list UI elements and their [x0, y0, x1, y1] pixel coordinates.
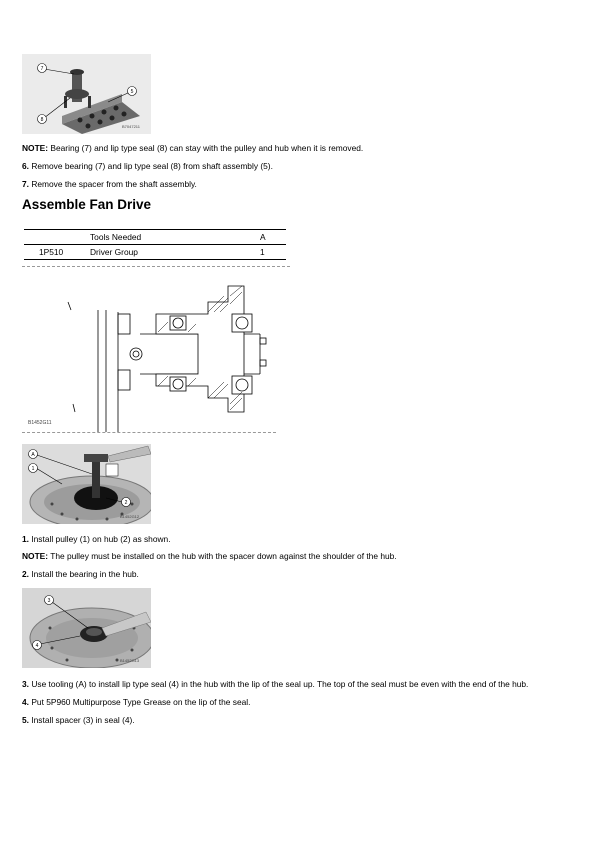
step-4: 4. Put 5P960 Multipurpose Type Grease on the lip of the seal.: [22, 697, 251, 707]
step-7: 7. Remove the spacer from the shaft assembly.: [22, 179, 197, 189]
note-bearing-stays: NOTE: Bearing (7) and lip type seal (8) can stay with the pulley and hub when it is removed.: [22, 143, 364, 153]
callout-2: 2: [124, 500, 128, 506]
tools-table: [24, 229, 286, 259]
step-2: 2. Install the bearing in the hub.: [22, 569, 139, 579]
callout-7: 7: [40, 66, 44, 72]
callout-3: 3: [47, 598, 51, 604]
callout-8: 8: [40, 117, 44, 123]
tool-quantity: 1: [260, 247, 265, 257]
tools-table-header: Tools Needed A: [90, 232, 266, 242]
callout-A: A: [31, 452, 35, 458]
step-3: 3. Use tooling (A) to install lip type seal (4) in the hub with the lip of the seal up. The top of the seal must be even with the end of the hub.: [22, 679, 529, 689]
figure-id: B7047211: [122, 124, 140, 129]
section-heading: Assemble Fan Drive: [22, 197, 152, 212]
tools-table-row: [24, 244, 286, 259]
callout-5: 5: [130, 89, 134, 95]
step-5: 5. Install spacer (3) in seal (4).: [22, 715, 135, 725]
figure-install-pulley-photo: [22, 444, 151, 524]
step-6: 6. Remove bearing (7) and lip type seal (8) from shaft assembly (5).: [22, 161, 273, 171]
callout-1: 1: [31, 466, 35, 472]
figure-fan-drive-cross-section: [28, 282, 278, 432]
tool-description: Driver Group: [90, 247, 138, 257]
tool-part-number: 1P510: [39, 247, 64, 257]
divider: [22, 266, 290, 267]
figure-id: B1452G13: [120, 658, 140, 663]
figure-install-seal-photo: [22, 588, 151, 668]
figure-id: B1452G11: [28, 420, 52, 426]
step-1: 1. Install pulley (1) on hub (2) as shown.: [22, 534, 171, 544]
divider: [22, 432, 276, 433]
figure-id: B1452G12: [120, 514, 140, 519]
figure-shaft-assembly-photo: [22, 54, 151, 134]
note-pulley-spacer: NOTE: The pulley must be installed on the hub with the spacer down against the shoulder of the hub.: [22, 551, 397, 561]
callout-4: 4: [35, 643, 39, 649]
